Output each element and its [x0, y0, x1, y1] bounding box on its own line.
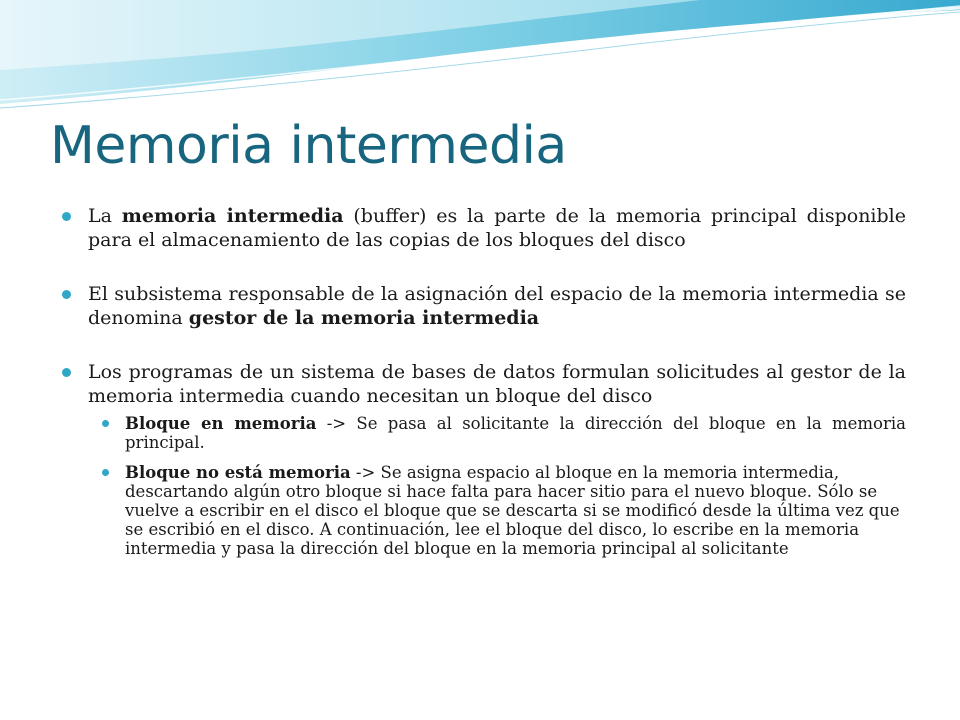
- sub-bullet-dot-icon: [102, 420, 109, 427]
- sub-bullet-item-1: [100, 414, 906, 452]
- bullet-dot-icon: [62, 212, 71, 221]
- wave-header-decoration: [0, 0, 960, 120]
- bullet-dot-icon: [62, 290, 71, 299]
- bullet-item-2: [60, 282, 906, 330]
- sub-bullet-item-2: [100, 463, 906, 558]
- bold-term: Bloque no está memoria: [125, 463, 351, 482]
- slide-title: Memoria intermedia: [50, 116, 567, 176]
- bold-term: Bloque en memoria: [125, 414, 317, 433]
- sub-bullet-text: -> Se pasa al solicitante la dirección del bloque en la memoria principal.: [125, 414, 906, 452]
- sub-bullet-dot-icon: [102, 469, 109, 476]
- bullet-text: Los programas de un sistema de bases de datos formulan solicitudes al gestor de la memoria intermedia cuando necesitan un bloque del disco: [88, 361, 906, 407]
- bullet-text: El subsistema responsable de la asignación del espacio de la memoria intermedia se denomina: [88, 283, 906, 329]
- bold-term: memoria intermedia: [121, 205, 344, 227]
- bullet-text: La: [88, 205, 122, 227]
- sub-bullet-text: -> Se asigna espacio al bloque en la memoria intermedia, descartando algún otro bloque si hace falta para hacer sitio para el nuevo bloque. Sólo se vuelve a escribir en el disco el bloque que se descarta si se modificó desde la última vez que se escribió en el disco. A continuación, lee el bloque del disco, lo escribe en la memoria intermedia y pasa la dirección del bloque en la memoria principal al solicitante: [125, 463, 900, 558]
- bullet-item-1: [60, 204, 906, 252]
- sub-bullet-list: [100, 414, 906, 558]
- bullet-dot-icon: [62, 368, 71, 377]
- bullet-list: [60, 204, 906, 569]
- bold-term: gestor de la memoria intermedia: [188, 307, 540, 329]
- bullet-text: (buffer) es la parte de la memoria principal disponible para el almacenamiento de las copias de los bloques del disco: [88, 205, 906, 251]
- bullet-item-3: [60, 360, 906, 408]
